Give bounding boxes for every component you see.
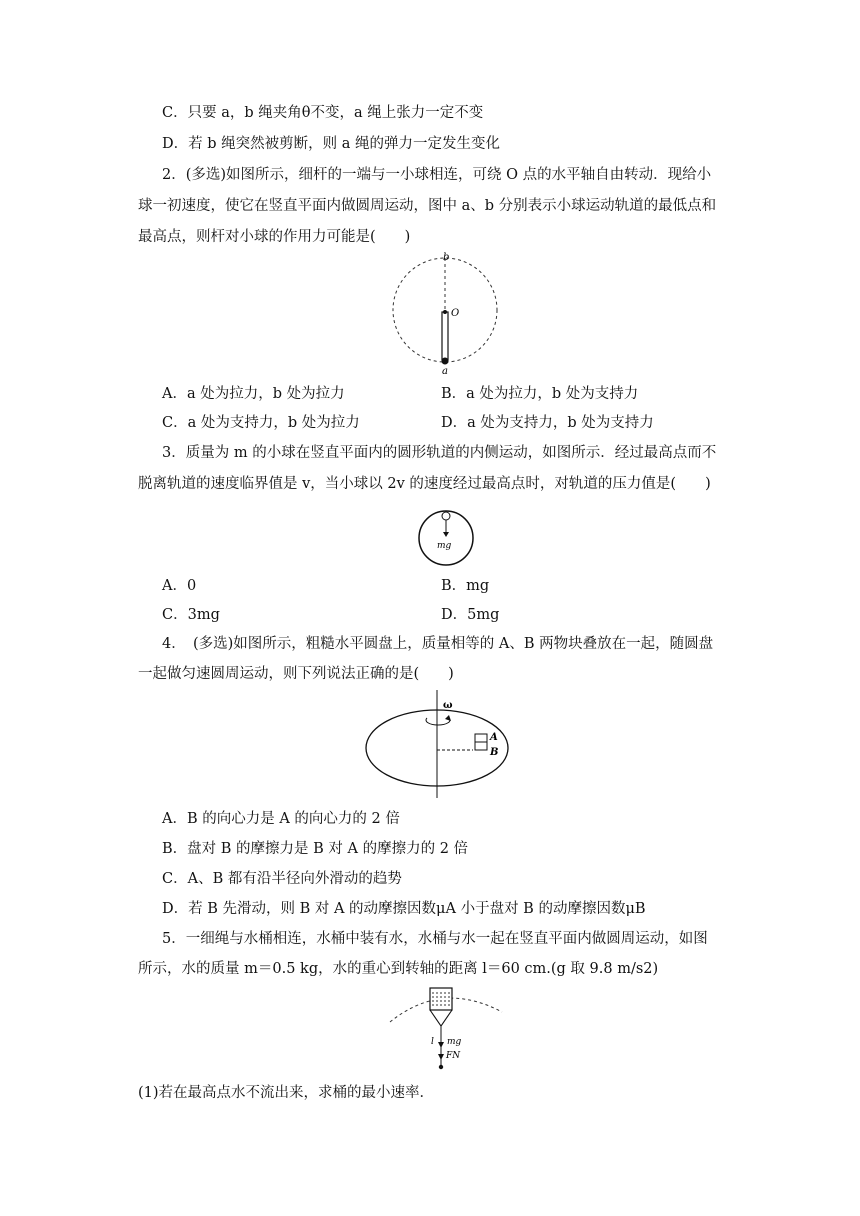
q4-block-a [475, 734, 487, 742]
q2-label-a: a [442, 366, 448, 375]
q2-rod-circle-figure [390, 250, 500, 375]
q4-rotation-arrow-head [445, 715, 451, 721]
q5-bucket-taper [430, 1010, 452, 1026]
q3-stem-line-2: 脱离轨道的速度临界值是 v，当小球以 2v 的速度经过最高点时，对轨道的压力值是( ) [138, 476, 711, 492]
q4-stem-line-2: 一起做匀速圆周运动，则下列说法正确的是( ) [138, 666, 454, 682]
q2-ball [442, 358, 449, 365]
q4-option-b: B．盘对 B 的摩擦力是 B 对 A 的摩擦力的 2 倍 [162, 841, 469, 857]
q4-label-a: A [490, 732, 498, 743]
q3-option-b: B．mg [441, 578, 490, 594]
q3-option-c: C．3mg [162, 607, 220, 623]
q3-circular-track-figure [416, 508, 476, 568]
q5-fn-arrow-head [438, 1054, 444, 1060]
q2-option-d: D．a 处为支持力，b 处为支持力 [441, 415, 654, 431]
q5-stem-line-2: 所示，水的质量 m＝0.5 kg，水的重心到转轴的距离 l＝60 cm.(g 取 9.8 m/s2) [138, 961, 659, 977]
q3-option-d: D．5mg [441, 607, 500, 623]
q5-bucket-figure [384, 982, 534, 1072]
q2-stem-line-3: 最高点，则杆对小球的作用力可能是( ) [138, 229, 411, 245]
q3-option-a: A．0 [162, 578, 197, 594]
q2-pivot-o [443, 310, 447, 314]
q4-option-c: C．A、B 都有沿半径向外滑动的趋势 [162, 871, 402, 887]
q5-bucket [430, 988, 452, 1010]
q4-stem-line-1: 4． (多选)如图所示，粗糙水平圆盘上，质量相等的 A、B 两物块叠放在一起，随圆盘 [162, 636, 714, 652]
q1-option-d: D．若 b 绳突然被剪断，则 a 绳的弹力一定发生变化 [162, 136, 500, 152]
q2-label-o: O [451, 308, 460, 319]
q5-label-l: l [431, 1037, 434, 1047]
q3-ball [442, 512, 450, 520]
q5-mg-arrow-head [438, 1042, 444, 1048]
q2-rod [442, 312, 448, 360]
q2-stem-line-2: 球一初速度，使它在竖直平面内做圆周运动，图中 a、b 分别表示小球运动轨道的最低点和 [138, 198, 717, 214]
q5-sub-question-1: (1)若在最高点水不流出来，求桶的最小速率． [138, 1085, 435, 1101]
q5-stem-line-1: 5．一细绳与水桶相连，水桶中装有水，水桶与水一起在竖直平面内做圆周运动，如图 [162, 931, 708, 947]
q3-stem-line-1: 3．质量为 m 的小球在竖直平面内的圆形轨道的内侧运动，如图所示．经过最高点而不 [162, 445, 717, 461]
q3-label-mg: mg [437, 541, 452, 551]
q4-block-b [475, 742, 487, 750]
q2-option-c: C．a 处为支持力，b 处为拉力 [162, 415, 360, 431]
q4-option-a: A．B 的向心力是 A 的向心力的 2 倍 [162, 811, 400, 827]
q2-option-a: A．a 处为拉力，b 处为拉力 [162, 386, 345, 402]
q5-pivot [439, 1065, 443, 1069]
q2-option-b: B．a 处为拉力，b 处为支持力 [441, 386, 639, 402]
q2-label-b: b [443, 252, 450, 263]
q2-stem-line-1: 2．(多选)如图所示，细杆的一端与一小球相连，可绕 O 点的水平轴自由转动．现给小 [162, 167, 712, 183]
q3-arrow-head [443, 532, 449, 537]
q4-label-b: B [490, 747, 499, 758]
q5-label-mg: mg [447, 1037, 462, 1047]
q4-disk-figure [365, 688, 515, 800]
q4-option-d: D．若 B 先滑动，则 B 对 A 的动摩擦因数μA 小于盘对 B 的动摩擦因数μB [162, 901, 646, 917]
q5-label-fn: FN [446, 1051, 461, 1061]
q4-label-omega: ω [443, 700, 453, 711]
q1-option-c: C．只要 a，b 绳夹角θ不变，a 绳上张力一定不变 [162, 105, 484, 121]
